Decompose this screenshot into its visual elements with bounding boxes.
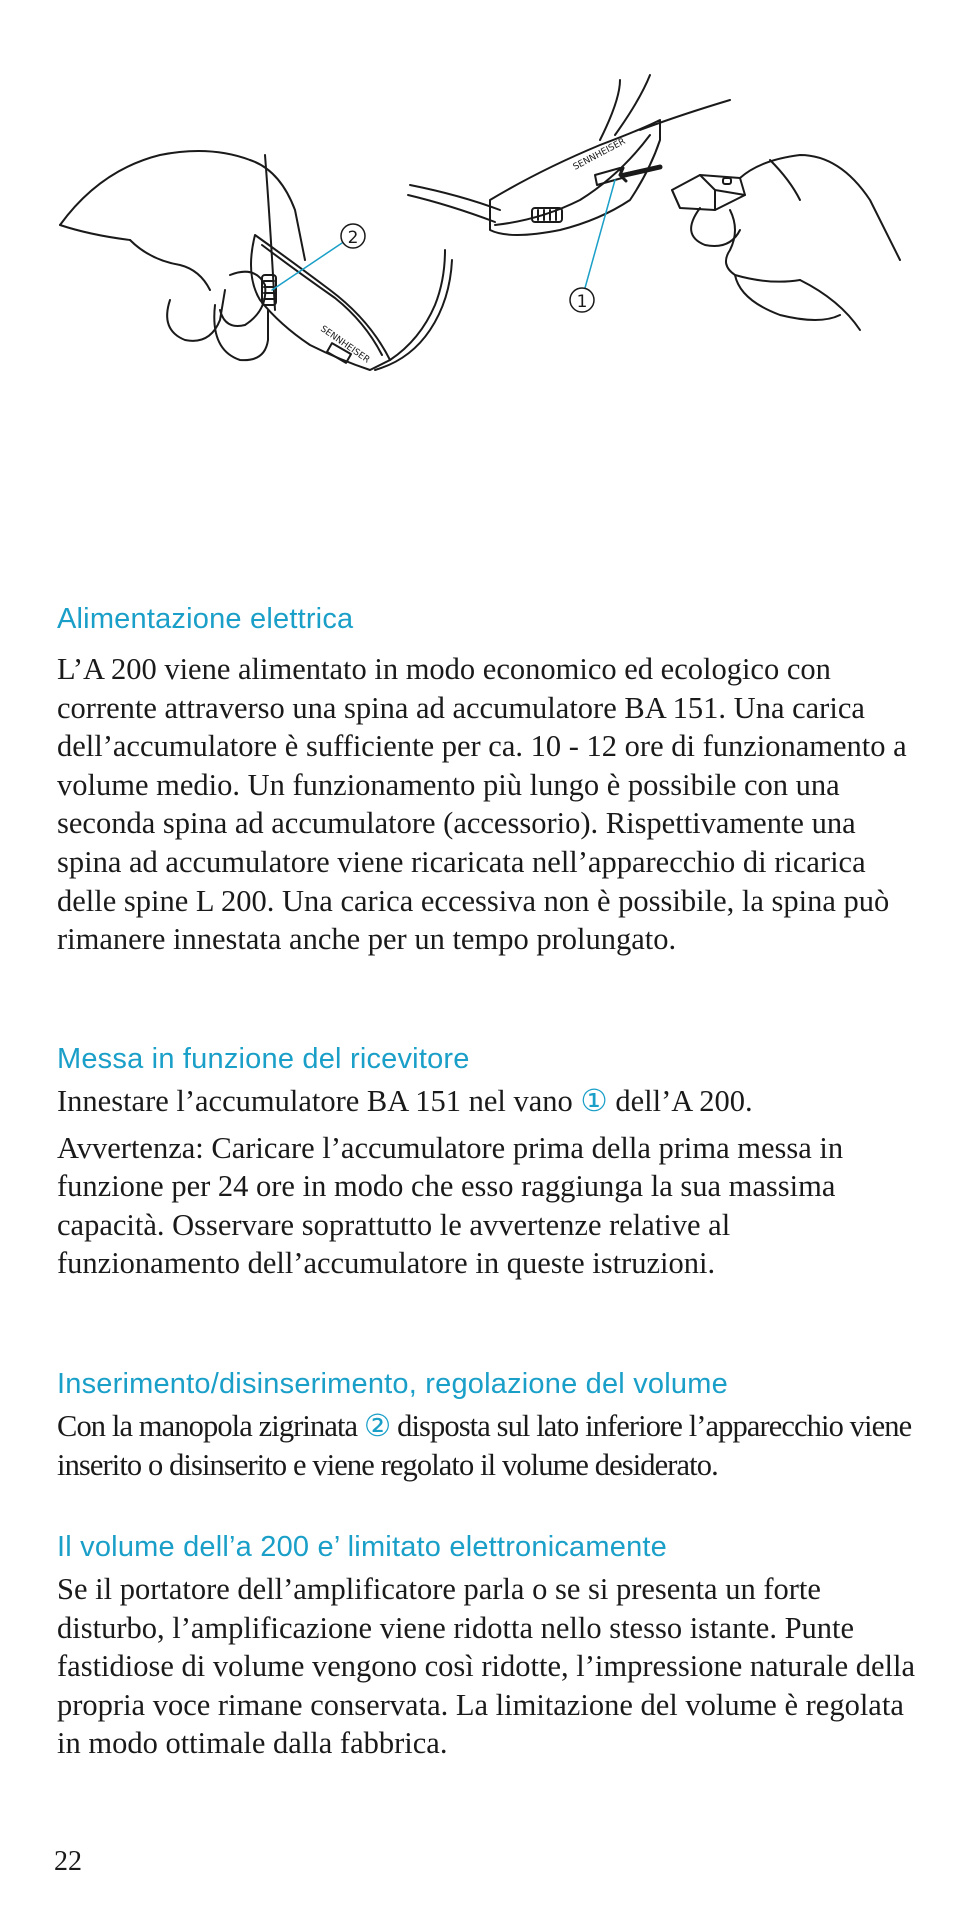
brand-logo-text-right: SENNHEISER — [571, 136, 628, 173]
heading-volume-limit: Il volume dell’a 200 e’ limitato elettronicamente — [57, 1531, 667, 1563]
callout-1-marker: ① — [580, 1084, 608, 1118]
heading-on-off-volume: Inserimento/disinserimento, regolazione del volume — [57, 1368, 728, 1400]
right-device-drawing — [408, 75, 900, 330]
callout-1-number: 1 — [576, 292, 588, 312]
section-receiver-startup — [57, 1040, 917, 1283]
paragraph-insert-battery — [57, 1082, 917, 1121]
paragraph-volume-limit: Se il portatore dell’amplificatore parla o se si presenta un forte disturbo, l’amplificazione viene ridotta nello stesso istante. Punte fastidiose di volume vengono così ridotte, l’impressione naturale della propria voce rimane conservata. La limitazione del volume è regolata in modo ottimale dalla fabbrica. — [57, 1572, 916, 1761]
callout-2-marker: ② — [363, 1409, 391, 1443]
paragraph-power-supply: L’A 200 viene alimentato in modo economico ed ecologico con corrente attraverso una spina ad accumulatore BA 151. Una carica dell’accumulatore è sufficiente per ca. 10 - 12 ore di funzionamento a volume medio. Un funzionamento più lungo è possibile con una seconda spina ad accumulatore (accessorio). Rispettivamente una spina ad accumulatore viene ricaricata nell’apparecchio di ricarica delle spine L 200. Una carica eccessiva non è possibile, la spina può rimanere innestata anche per un tempo prolungato. — [57, 652, 907, 957]
callout-2-leader — [272, 243, 342, 290]
paragraph-warning: Avvertenza: Caricare l’accumulatore prima della prima messa in funzione per 24 ore in modo che esso raggiunga la sua massima capacità. Osservare soprattutto le avvertenze relative al funzionamento dell’accumulatore in queste istruzioni. — [57, 1130, 844, 1281]
heading-receiver-startup: Messa in funzione del ricevitore — [57, 1043, 470, 1075]
callout-1-leader — [585, 180, 615, 288]
section-on-off-volume — [57, 1365, 917, 1484]
insert-battery-text-after: dell’A 200. — [607, 1084, 753, 1118]
knurled-wheel-text-before: Con la manopola zigrinata — [57, 1409, 364, 1443]
callout-2-number: 2 — [347, 228, 359, 248]
brand-logo-text-left: SENNHEISER — [318, 324, 372, 366]
heading-power-supply: Alimentazione elettrica — [57, 603, 354, 635]
page-number: 22 — [54, 1846, 82, 1877]
insert-battery-text-before: Innestare l’accumulatore BA 151 nel vano — [57, 1084, 581, 1118]
left-hand-device-drawing — [60, 151, 452, 370]
device-illustration — [40, 60, 920, 400]
knurled-wheel-text-after: disposta sul lato inferiore l’apparecchio viene inserito o disinserito e viene regolato il volume desiderato. — [57, 1409, 912, 1482]
section-volume-limit — [57, 1528, 917, 1763]
paragraph-knurled-wheel — [57, 1407, 917, 1484]
section-power-supply — [57, 600, 917, 959]
